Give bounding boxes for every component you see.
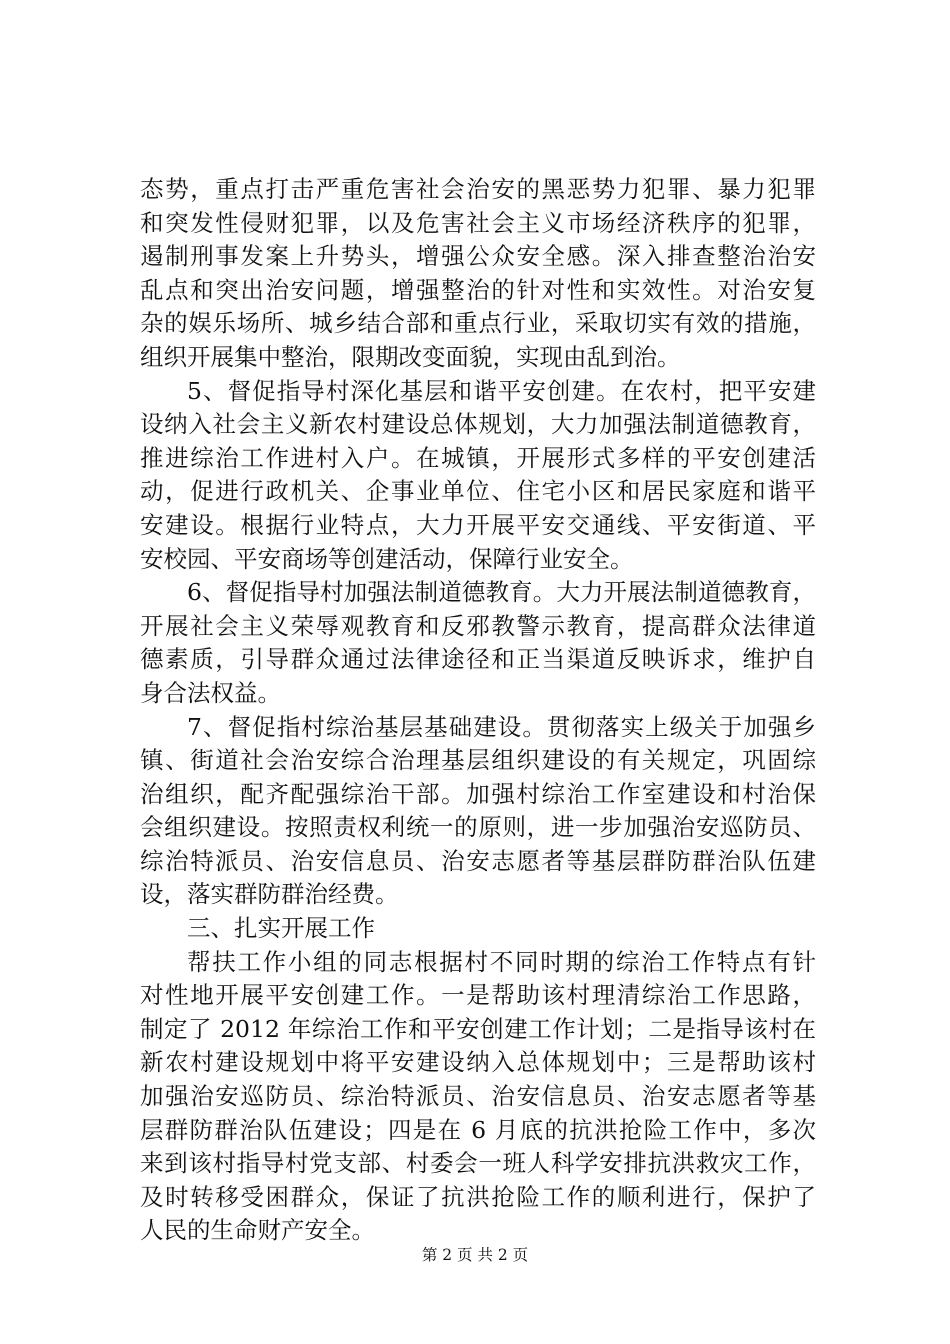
text-line: 安校园、平安商场等创建活动，保障行业安全。 — [140, 544, 634, 573]
text-line: 遏制刑事发案上升势头，增强公众安全感。深入排查整治治安 — [140, 242, 816, 271]
text-line: 安建设。根据行业特点，大力开展平安交通线、平安街道、平 — [140, 510, 816, 539]
text-line: 会组织建设。按照责权利统一的原则，进一步加强治安巡防员、 — [140, 813, 816, 842]
text-line: 杂的娱乐场所、城乡结合部和重点行业，采取切实有效的措施， — [140, 309, 816, 338]
text-line: 新农村建设规划中将平安建设纳入总体规划中；三是帮助该村 — [140, 1048, 816, 1077]
text-line: 开展社会主义荣辱观教育和反邪教警示教育，提高群众法律道 — [140, 611, 816, 640]
text-line: 7、督促指村综治基层基础建设。贯彻落实上级关于加强乡 — [187, 712, 816, 741]
page-footer: 第 2 页 共 2 页 — [421, 1246, 529, 1264]
text-line: 设纳入社会主义新农村建设总体规划，大力加强法制道德教育， — [140, 410, 816, 439]
text-line: 人民的生命财产安全。 — [140, 1216, 375, 1245]
text-line: 加强治安巡防员、综治特派员、治安信息员、治安志愿者等基 — [140, 1082, 816, 1111]
text-line: 三、扎实开展工作 — [187, 914, 375, 943]
text-line: 5、督促指导村深化基层和谐平安创建。在农村，把平安建 — [187, 376, 816, 405]
text-line: 态势，重点打击严重危害社会治安的黑恶势力犯罪、暴力犯罪 — [140, 175, 816, 203]
text-line: 和突发性侵财犯罪，以及危害社会主义市场经济秩序的犯罪， — [140, 208, 816, 237]
text-line: 镇、街道社会治安综合治理基层组织建设的有关规定，巩固综 — [140, 746, 816, 775]
text-line: 身合法权益。 — [140, 678, 281, 707]
text-line: 对性地开展平安创建工作。一是帮助该村理清综治工作思路， — [140, 981, 816, 1010]
text-line: 层群防群治队伍建设；四是在 6 月底的抗洪抢险工作中，多次 — [140, 1115, 816, 1144]
text-line: 乱点和突出治安问题，增强整治的针对性和实效性。对治安复 — [140, 275, 816, 304]
text-line: 设，落实群防群治经费。 — [140, 880, 399, 909]
text-line: 推进综治工作进村入户。在城镇，开展形式多样的平安创建活 — [140, 443, 816, 472]
text-line: 动，促进行政机关、企事业单位、住宅小区和居民家庭和谐平 — [140, 477, 816, 506]
text-line: 治组织，配齐配强综治干部。加强村综治工作室建设和村治保 — [140, 779, 816, 808]
document-body — [140, 173, 816, 1248]
text-line: 来到该村指导村党支部、村委会一班人科学安排抗洪救灾工作， — [140, 1149, 816, 1178]
text-line: 帮扶工作小组的同志根据村不同时期的综治工作特点有针 — [187, 947, 816, 976]
text-line: 综治特派员、治安信息员、治安志愿者等基层群防群治队伍建 — [140, 846, 816, 875]
text-line: 德素质，引导群众通过法律途径和正当渠道反映诉求，维护自 — [140, 645, 816, 674]
text-line: 及时转移受困群众，保证了抗洪抢险工作的顺利进行，保护了 — [140, 1182, 816, 1211]
text-line: 组织开展集中整治，限期改变面貌，实现由乱到治。 — [140, 342, 681, 371]
text-line: 制定了 2012 年综治工作和平安创建工作计划；二是指导该村在 — [140, 1014, 816, 1043]
text-line: 6、督促指导村加强法制道德教育。大力开展法制道德教育， — [187, 578, 816, 607]
